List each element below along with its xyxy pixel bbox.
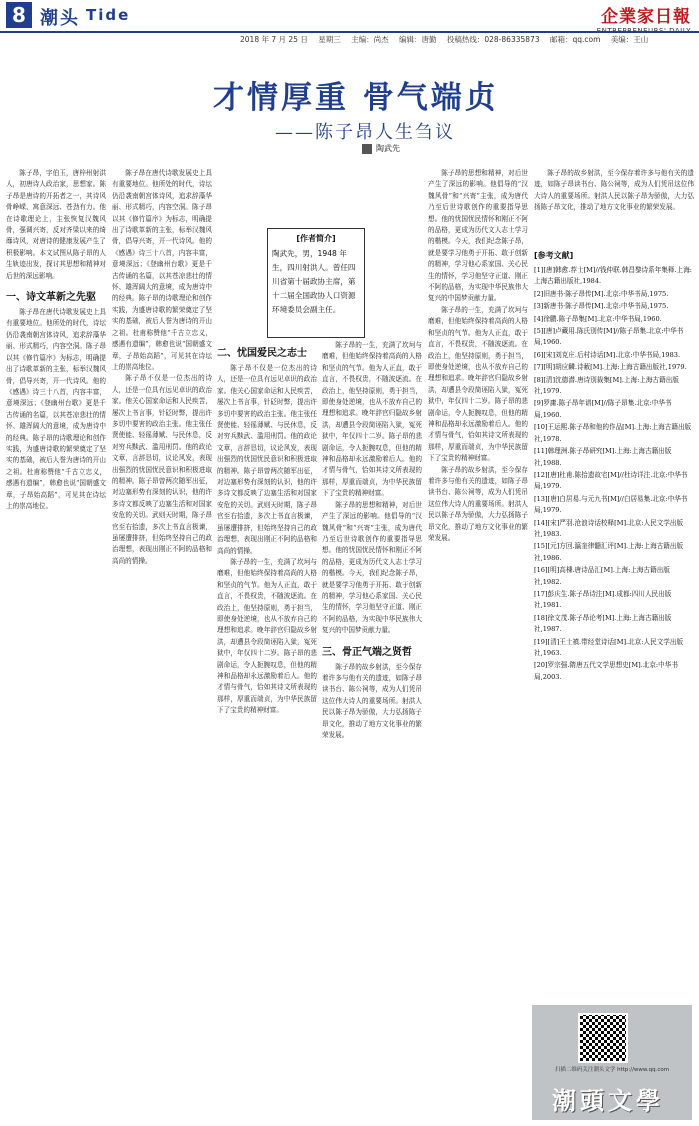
issue-info-bar — [240, 34, 690, 45]
reference-item: [11]韩理洲.陈子昂研究[M].上海:上海古籍出版社,1988. — [534, 447, 672, 467]
paragraph: 陈子昂不仅是一位杰出的诗人，还是一位具有远见卓识的政治家。他关心国家命运和人民疾苦，屡次上书言事，针砭时弊，提出许多切中要害的政治主张。他主张任贤使能、轻徭薄赋、与民休息，反对穷兵黩武、滥用刑罚。他的政论文章，言辞恳切，议论风发，表现出强烈的忧国忧民意识和积极进取的精神。陈子昂曾两次随军出征，对边塞形势有深刻的认识，他的许多诗文都反映了边塞生活和对国家安危的关切。武则天时期，陈子昂官至右拾遗，多次上书直言极谏，虽屡遭排挤，但始终坚持自己的政治理想，表现出刚正不阿的品格和高尚的情操。 — [112, 374, 212, 565]
paragraph: 陈子昂，字伯玉，唐梓州射洪人，初唐诗人政治家，思想家。陈子昂是唐诗的开拓者之一，其诗风骨峥嵘、寓意深远、苍劲有力。他在诗歌理论上，主张恢复汉魏风骨，强调兴寄，反对齐梁以来的绮靡诗风，对唐诗的健康发展产生了积极影响。本文试图从陈子昂的人生轨迹出发，探讨其思想和精神对后世的深远影响。 — [6, 169, 106, 280]
hotline: 投稿热线：028-86335873 — [446, 35, 540, 44]
reference-item: [18]徐文茂.陈子昂论考[M].上海:上海古籍出版社,1987. — [534, 613, 672, 634]
promo-box — [532, 1005, 692, 1120]
article-column-1 — [6, 168, 106, 1118]
article-column-6 — [534, 168, 694, 246]
article-column-2 — [112, 168, 212, 1118]
section-heading-3: 三、骨正气端之贤哲 — [322, 646, 412, 658]
qr-code-icon — [578, 1013, 628, 1063]
references — [534, 250, 694, 910]
reference-item: [15][元]方回.瀛奎律髓汇评[M].上海:上海古籍出版社,1986. — [534, 542, 684, 562]
reference-item: [3]新唐书·陈子昂传[M].北京:中华书局,1975. — [534, 302, 669, 311]
logo-cn: 企業家日報 — [601, 7, 691, 27]
promo-brand: 潮頭文學 — [552, 1086, 664, 1115]
references-title: [参考文献] — [534, 251, 574, 260]
author-box-title: [作者简介] — [296, 234, 336, 243]
author-info-box — [267, 228, 365, 338]
article-headline: 才情厚重 骨气端贞 — [213, 80, 499, 116]
editor: 编辑：唐勤 — [399, 35, 437, 44]
chief-editor: 主编：尚杰 — [351, 35, 389, 44]
paragraph: 陈子昂的一生，充满了坎坷与磨难，但他始终保持着高尚的人格和坚贞的气节。他为人正直，敢于直言，不畏权贵，不随波逐流。在政治上，他坚持原则，勇于担当，即使身处逆境，也从不放弃自己的理想和追求。晚年辞官归隐故乡射洪，却遭县令段简诬陷入狱，冤死狱中，年仅四十二岁。陈子昂的悲剧命运，令人扼腕叹息，但他的精神和品格却永远激励着后人。他的才情与骨气，恰如其诗文所表现的那样，厚重而端贞，为中华民族留下了宝贵的精神财富。 — [428, 305, 528, 463]
paragraph: 陈子昂的故乡射洪，至今保存着许多与他有关的遗迹，如陈子昂读书台、陈公祠等，成为人们凭吊这位伟大诗人的重要场所。射洪人民以陈子昂为骄傲，大力弘扬陈子昂文化，推动了地方文化事业的繁荣发展。 — [534, 169, 694, 212]
references-list — [534, 265, 694, 683]
paragraph: 陈子昂在唐代诗歌发展史上具有重要地位。他所处的时代，诗坛仍沿袭南朝宫体诗风，追求辞藻华丽、形式精巧，内容空洞。陈子昂以其《修竹篇序》为标志，明确提出了诗歌革新的主张，标举汉魏风骨，倡导兴寄，开一代诗风。他的《感遇》诗三十八首，内容丰富，意境深远；《登幽州台歌》更是千古传诵的名篇，以其苍凉悲壮的情怀、雄浑阔大的意境，成为唐诗中的经典。陈子昂的诗歌理论和创作实践，为盛唐诗歌的繁荣奠定了坚实的基础，被后人誉为唐诗的开山之祖。杜甫称赞他“千古立忠义，感遇有遗编”，韩愈也说“国朝盛文章，子昂始高蹈”，可见其在诗坛上的崇高地位。 — [112, 169, 212, 371]
email: 邮箱：qq.com — [549, 35, 601, 44]
section-heading-2: 二、忧国爱民之志士 — [217, 348, 307, 359]
reference-item: [13][唐]白居易.与元九书[M]//白居易集.北京:中华书局,1979. — [534, 494, 688, 515]
paragraph: 陈子昂的故乡射洪，至今保存着许多与他有关的遗迹，如陈子昂读书台、陈公祠等，成为人们凭吊这位伟大诗人的重要场所。射洪人民以陈子昂为骄傲，大力弘扬陈子昂文化，推动了地方文化事业的繁荣发展。 — [322, 662, 422, 739]
reference-item: [17]彭庆生.陈子昂诗注[M].成都:四川人民出版社,1981. — [534, 589, 672, 610]
reference-item: [19][清]王士禛.带经堂诗话[M].北京:人民文学出版社,1963. — [534, 637, 684, 657]
masthead-divider — [0, 31, 699, 33]
reference-item: [2]旧唐书·陈子昂传[M].北京:中华书局,1975. — [534, 289, 669, 298]
reference-item: [6][宋]刘克庄.后村诗话[M].北京:中华书局,1983. — [534, 350, 681, 359]
reference-item: [14][宋]严羽.沧浪诗话校释[M].北京:人民文学出版社,1983. — [534, 518, 684, 538]
page-number: 8 — [6, 2, 32, 28]
reference-item: [20]罗宗强.隋唐五代文学思想史[M].北京:中华书局,2003. — [534, 661, 678, 681]
section-name-en: Tide — [86, 6, 131, 24]
designer: 美编：王山 — [610, 35, 649, 44]
article-column-5 — [428, 168, 528, 1118]
section-name: 潮头 — [40, 8, 80, 29]
reference-item: [1][唐]韩愈.荐士[M]//钱仲联.韩昌黎诗系年集释.上海:上海古籍出版社,1984. — [534, 266, 693, 286]
paragraph: 陈子昂不仅是一位杰出的诗人，还是一位具有远见卓识的政治家。他关心国家命运和人民疾苦，屡次上书言事，针砭时弊，提出许多切中要害的政治主张。他主张任贤使能、轻徭薄赋、与民休息，反对穷兵黩武、滥用刑罚。他的政论文章，言辞恳切，议论风发，表现出强烈的忧国忧民意识和积极进取的精神。陈子昂曾两次随军出征，对边塞形势有深刻的认识，他的许多诗文都反映了边塞生活和对国家安危的关切。武则天时期，陈子昂官至右拾遗，多次上书直言极谏，虽屡遭排挤，但始终坚持自己的政治理想，表现出刚正不阿的品格和高尚的情操。 — [217, 364, 317, 555]
reference-item: [16][明]高棅.唐诗品汇[M].上海:上海古籍出版社,1982. — [534, 566, 670, 586]
reference-item: [12][唐]杜甫.陈拾遗故宅[M]//杜诗详注.北京:中华书局,1979. — [534, 470, 688, 491]
paragraph: 陈子昂的一生，充满了坎坷与磨难，但他始终保持着高尚的人格和坚贞的气节。他为人正直，敢于直言，不畏权贵，不随波逐流。在政治上，他坚持原则，勇于担当，即使身处逆境，也从不放弃自己的理想和追求。晚年辞官归隐故乡射洪，却遭县令段简诬陷入狱，冤死狱中，年仅四十二岁。陈子昂的悲剧命运，令人扼腕叹息，但他的精神和品格却永远激励着后人。他的才情与骨气，恰如其诗文所表现的那样，厚重而端贞，为中华民族留下了宝贵的精神财富。 — [322, 341, 422, 498]
author-box-text: 陶武先，男，1948 年生，四川射洪人。曾任四川省第十届政协主席，第十二届全国政协人口资源环境委员会副主任。 — [272, 249, 356, 314]
reference-item: [8][清]沈德潜.唐诗别裁集[M].上海:上海古籍出版社,1979. — [534, 375, 679, 396]
paragraph: 陈子昂的思想和精神，对后世产生了深远的影响。他倡导的“汉魏风骨”和“兴寄”主张，成为唐代乃至后世诗歌创作的重要指导思想。他的忧国忧民情怀和刚正不阿的品格，更成为历代文人志士学习的楷模。今天，我们纪念陈子昂，就是要学习他勇于开拓、敢于创新的精神，学习他心系家国、关心民生的情怀，学习他坚守正道、刚正不阿的品格，为实现中华民族伟大复兴的中国梦贡献力量。 — [428, 169, 528, 303]
promo-caption: 扫描二维码关注潮头文学 http://www.qq.com — [554, 1067, 670, 1073]
reference-item: [4]徐鹏.陈子昂集[M].北京:中华书局,1960. — [534, 314, 662, 323]
section-heading-1: 一、诗文革新之先驱 — [6, 292, 96, 304]
article-byline: 陶武先 — [362, 143, 400, 154]
paragraph: 陈子昂的一生，充满了坎坷与磨难，但他始终保持着高尚的人格和坚贞的气节。他为人正直，敢于直言，不畏权贵，不随波逐流。在政治上，他坚持原则，勇于担当，即使身处逆境，也从不放弃自己的理想和追求。晚年辞官归隐故乡射洪，却遭县令段简诬陷入狱，冤死狱中，年仅四十二岁。陈子昂的悲剧命运，令人扼腕叹息，但他的精神和品格却永远激励着后人。他的才情与骨气，恰如其诗文所表现的那样，厚重而端贞，为中华民族留下了宝贵的精神财富。 — [217, 557, 317, 715]
masthead — [0, 0, 699, 30]
article-subhead: ——陈子昂人生刍议 — [275, 122, 455, 143]
paragraph: 陈子昂在唐代诗歌发展史上具有重要地位。他所处的时代，诗坛仍沿袭南朝宫体诗风，追求辞藻华丽、形式精巧，内容空洞。陈子昂以其《修竹篇序》为标志，明确提出了诗歌革新的主张，标举汉魏风骨，倡导兴寄，开一代诗风。他的《感遇》诗三十八首，内容丰富，意境深远；《登幽州台歌》更是千古传诵的名篇，以其苍凉悲壮的情怀、雄浑阔大的意境，成为唐诗中的经典。陈子昂的诗歌理论和创作实践，为盛唐诗歌的繁荣奠定了坚实的基础，被后人誉为唐诗的开山之祖。杜甫称赞他“千古立忠义，感遇有遗编”，韩愈也说“国朝盛文章，子昂始高蹈”，可见其在诗坛上的崇高地位。 — [6, 308, 106, 510]
article-column-4 — [322, 340, 422, 1120]
reference-item: [5][唐]卢藏用.陈氏别传[M]//陈子昂集.北京:中华书局,1960. — [534, 327, 684, 347]
paragraph: 陈子昂的故乡射洪，至今保存着许多与他有关的遗迹，如陈子昂读书台、陈公祠等，成为人们凭吊这位伟大诗人的重要场所。射洪人民以陈子昂为骄傲，大力弘扬陈子昂文化，推动了地方文化事业的繁荣发展。 — [428, 465, 528, 542]
issue-date: 2018 年 7 月 25 日 — [240, 35, 308, 44]
issue-weekday: 星期三 — [318, 35, 341, 44]
reference-item: [10]王运熙.陈子昂和他的作品[M].上海:上海古籍出版社,1978. — [534, 423, 692, 443]
reference-item: [7][明]胡应麟.诗薮[M].上海:上海古籍出版社,1979. — [534, 363, 687, 372]
reference-item: [9]罗庸.陈子昂年谱[M]//陈子昂集.北京:中华书局,1960. — [534, 399, 672, 419]
paragraph: 陈子昂的思想和精神，对后世产生了深远的影响。他倡导的“汉魏风骨”和“兴寄”主张，成为唐代乃至后世诗歌创作的重要指导思想。他的忧国忧民情怀和刚正不阿的品格，更成为历代文人志士学习的楷模。今天，我们纪念陈子昂，就是要学习他勇于开拓、敢于创新的精神，学习他心系家国、关心民生的情怀，学习他坚守正道、刚正不阿的品格，为实现中华民族伟大复兴的中国梦贡献力量。 — [322, 500, 422, 635]
